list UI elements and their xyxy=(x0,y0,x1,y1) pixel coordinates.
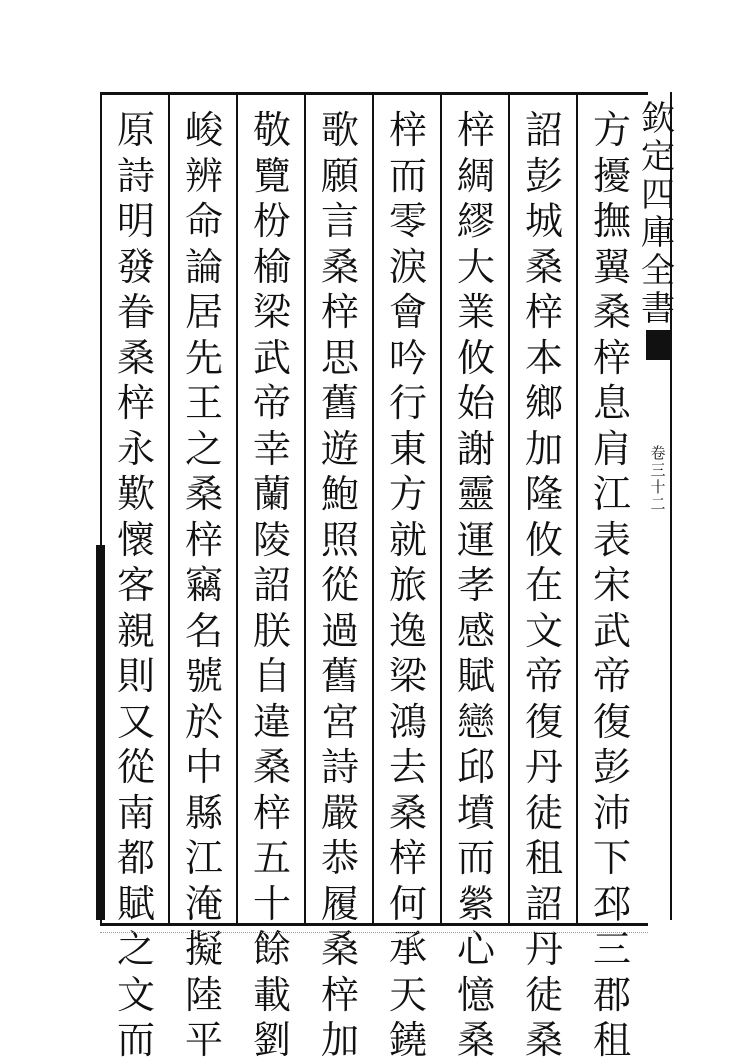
text-column-5: 歌願言桑梓思舊遊鮑照從過舊宮詩嚴恭履桑梓加 xyxy=(320,108,359,1062)
margin-bar xyxy=(96,545,105,920)
column-rule xyxy=(236,92,238,923)
text-column-8: 原詩明發眷桑梓永歎懷客親則又從南都賦之文而 xyxy=(116,108,155,1062)
text-column-4: 梓而零淚會吟行東方就旅逸梁鴻去桑梓何承天鐃 xyxy=(388,108,427,1062)
bottom-speckle xyxy=(100,932,648,935)
text-column-7: 峻辨命論居先王之桑梓竊名號於中縣江淹擬陸平 xyxy=(184,108,223,1062)
text-column-3: 梓綢繆大業攸始謝靈運孝感賦戀邱墳而縈心憶桑 xyxy=(456,108,495,1062)
text-column-1: 方擾撫翼桑梓息肩江表宋武帝復彭沛下邳三郡租 xyxy=(592,108,631,1062)
column-rule xyxy=(576,92,578,923)
book-title: 欽定四庫全書 xyxy=(641,99,675,329)
fishtail-mark xyxy=(646,330,672,360)
column-rule xyxy=(304,92,306,923)
juan-label: 卷三十二 xyxy=(650,444,666,513)
column-rule xyxy=(168,92,170,923)
text-column-2: 詔彭城桑梓本鄉加隆攸在文帝復丹徒租詔丹徒桑 xyxy=(524,108,563,1062)
column-rule xyxy=(508,92,510,923)
column-rule xyxy=(440,92,442,923)
text-column-6: 敬覽枌榆梁武帝幸蘭陵詔朕自違桑梓五十餘載劉 xyxy=(252,108,291,1062)
column-rule xyxy=(372,92,374,923)
